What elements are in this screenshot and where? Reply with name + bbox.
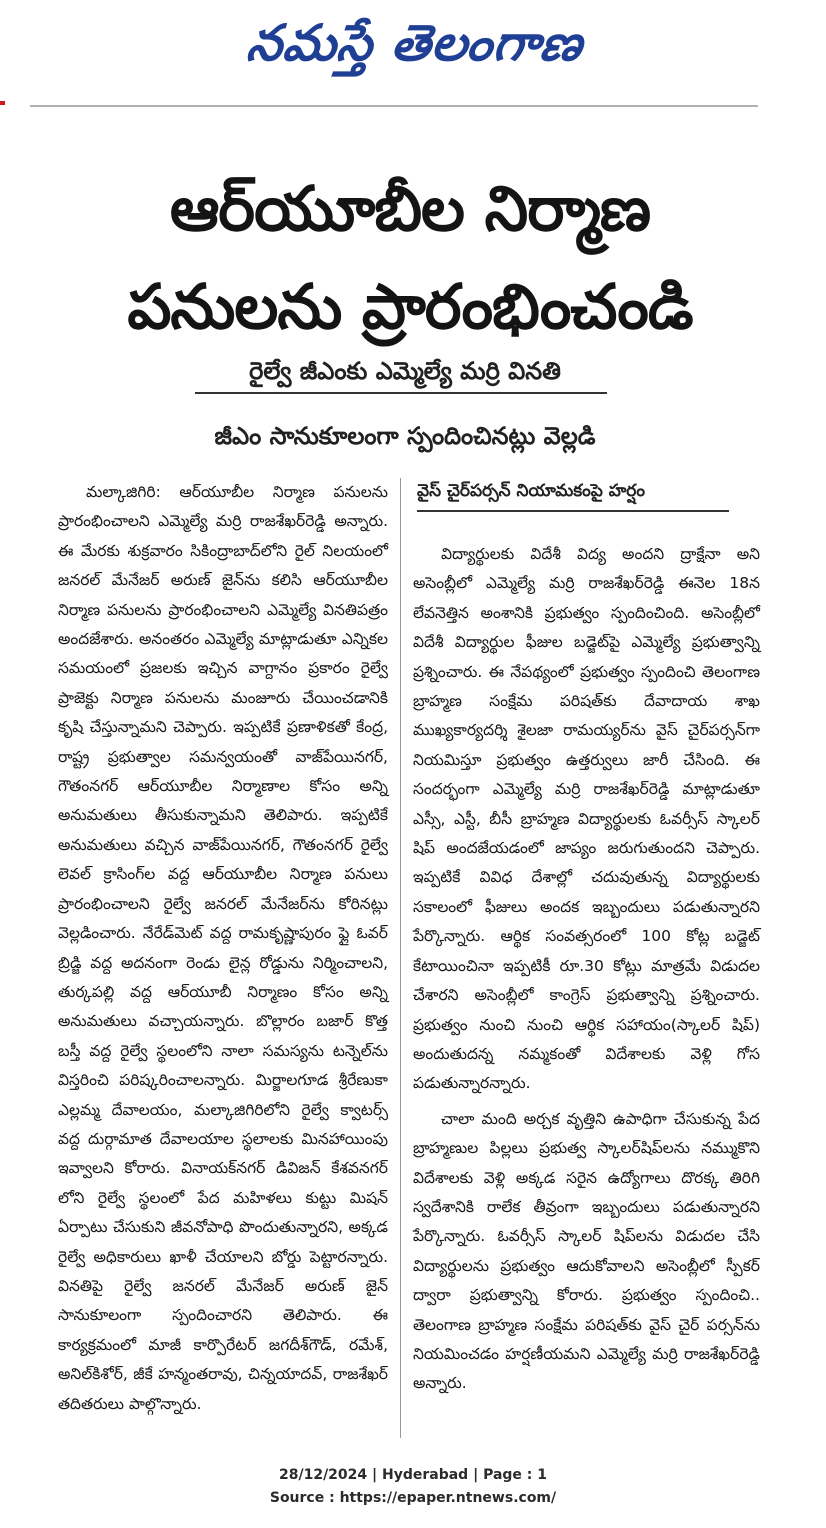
headline-line-1: ఆర్‌యూబీల నిర్మాణ xyxy=(169,172,651,245)
headline-line-2: పనులను ప్రారంభించండి xyxy=(127,270,693,343)
masthead-divider xyxy=(30,105,758,107)
sidebar-paragraph-2: చాలా మంది అర్చక వృత్తిని ఉపాధిగా చేసుకున్న పేద బ్రాహ్మణుల పిల్లలు ప్రభుత్వ స్కాలర్‌షిప్‌లను నమ్ముకొని విదేశాలకు వెళ్లి అక్కడ సరైన ఉద్యోగాలు దొరక్క తిరిగి స్వదేశానికి రాలేక తీవ్రంగా ఇబ్బందులు పడుతున్నారని పేర్కొన్నారు. ఓవర్సీస్ స్కాలర్ షిప్‌లను విడుదల చేసి విద్యార్థులను ప్రభుత్వం ఆదుకోవాలని అసెంబ్లీలో స్పీకర్ ద్వారా ప్రభుత్వాన్ని కోరారు. ప్రభుత్వం స్పందించి.. తెలంగాణ బ్రాహ్మణ సంక్షేమ పరిషత్‌కు వైస్ చైర్ పర్సన్‌ను నియమించడం హర్షణీయమని ఎమ్మెల్యే మర్రి రాజశేఖర్‌రెడ్డి అన్నారు. xyxy=(413,1109,760,1393)
newspaper-logo: నమస్తే తెలంగాణ xyxy=(244,13,586,72)
footer-source: Source : https://epaper.ntnews.com/ xyxy=(269,1490,557,1506)
article-body-text: మల్కాజిగిరి: ఆర్‌యూబీల నిర్మాణ పనులను ప్రారంభించాలని ఎమ్మెల్యే మర్రి రాజశేఖర్‌రెడ్డి అన్నారు. ఈ మేరకు శుక్రవారం సికింద్రాబాద్‌లోని రైల్ నిలయంలో జనరల్ మేనేజర్ అరుణ్ జైన్‌ను కలిసి ఆర్‌యూబీల నిర్మాణ పనులను ప్రారంభించాలని ఎమ్మెల్యే వినతిపత్రం అందజేశారు. అనంతరం ఎమ్మెల్యే మాట్లాడుతూ ఎన్నికల సమయంలో ప్రజలకు ఇచ్చిన వాగ్దానం ప్రకారం రైల్వే ప్రాజెక్టు నిర్మాణ పనులను మంజూరు చేయించడానికి కృషి చేస్తున్నామని చెప్పారు. ఇప్పటికే ప్రణాళికతో కేంద్ర, రాష్ట్ర ప్రభుత్వాల సమన్వయంతో వాజ్‌పేయినగర్, గౌతంనగర్ ఆర్‌యూబీల నిర్మాణాల కోసం అన్ని అనుమతులు తీసుకున్నామని తెలిపారు. ఇప్పటికే అనుమతులు వచ్చిన వాజ్‌పేయినగర్, గౌతంనగర్ రైల్వే లెవల్ క్రాసింగ్‌ల వద్ద ఆర్‌యూబీల నిర్మాణ పనులు ప్రారంభించాలని రైల్వే జనరల్ మేనేజర్‌ను కోరినట్లు వెల్లడించారు. నేరేడ్‌మెట్ వద్ద రామకృష్ణాపురం ఫ్లై ఓవర్ బ్రిడ్జి వద్ద అదనంగా రెండు లైన్ల రోడ్డును నిర్మించాలని, తుర్కపల్లి వద్ద ఆర్‌యూబీ నిర్మాణం కోసం అన్ని అనుమతులు వచ్చాయన్నారు. బొల్లారం బజార్ కొత్త బస్తీ వద్ద రైల్వే స్థలంలోని నాలా సమస్యను టన్నెల్‌ను విస్తరించి పరిష్కరించాలన్నారు. మిర్జాలగూడ శ్రీరేణుకా ఎల్లమ్మ దేవాలయం, మల్కాజిగిరిలోని రైల్వే క్వాటర్స్ వద్ద దుర్గామాత దేవాలయాల స్థలాలకు మినహాయింపు ఇవ్వాలని కోరారు. వినాయక్‌నగర్ డివిజన్ కేశవనగర్ లోని రైల్వే స్థలంలో పేద మహిళలు కుట్టు మిషన్ ఏర్పాటు చేసుకుని జీవనోపాధి పొందుతున్నారని, అక్కడ రైల్వే అధికారులు ఖాళీ చేయాలని బోర్డు పెట్టారన్నారు. వినతిపై రైల్వే జనరల్ మేనేజర్ అరుణ్ జైన్ సానుకూలంగా స్పందించారని తెలిపారు. ఈ కార్యక్రమంలో మాజీ కార్పొరేటర్ జగదీశ్‌గౌడ్, రమేశ్, అనిల్‌కిశోర్, జీకే హన్మంతరావు, చిన్నయాదవ్, రాజశేఖర్ తదితరులు పాల్గొన్నారు. xyxy=(58,483,388,1413)
sidebar-paragraph-1: విద్యార్థులకు విదేశీ విద్య అందని ద్రాక్షేనా అని అసెంబ్లీలో ఎమ్మెల్యే మర్రి రాజశేఖర్‌రెడ్డి ఈనెల 18న లేవనెత్తిన అంశానికి ప్రభుత్వం స్పందించింది. అసెంబ్లీలో విదేశీ విద్యార్థుల ఫీజుల బడ్జెట్‌పై ఎమ్మెల్యే ప్రభుత్వాన్ని ప్రశ్నించారు. ఈ నేపథ్యంలో ప్రభుత్వం స్పందించి తెలంగాణ బ్రాహ్మణ సంక్షేమ పరిషత్‌కు దేవాదాయ శాఖ ముఖ్యకార్యదర్శి శైలజా రామయ్యర్‌ను వైస్ చైర్‌పర్సన్‌గా నియమిస్తూ ప్రభుత్వం ఉత్తర్వులు జారీ చేసింది. ఈ సందర్భంగా ఎమ్మెల్యే మర్రి రాజశేఖర్‌రెడ్డి మాట్లాడుతూ ఎస్సీ, ఎస్టీ, బీసీ బ్రాహ్మణ విద్యార్థులకు ఓవర్సీస్ స్కాలర్ షిప్ అందజేయడంలో జాప్యం జరుగుతుందని చెప్పారు. ఇప్పటికే వివిధ దేశాల్లో చదువుతున్న విద్యార్థులకు సకాలంలో ఫీజులు అందక ఇబ్బందులు పడుతున్నారని పేర్కొన్నారు. ఆర్థిక సంవత్సరంలో 100 కోట్ల బడ్జెట్ కేటాయించినా ఇప్పటికీ రూ.30 కోట్లు మాత్రమే విడుదల చేశారని అసెంబ్లీలో కాంగ్రెస్ ప్రభుత్వాన్ని ప్రశ్నించారు. ప్రభుత్వం నుంచి నుంచి ఆర్థిక సహాయం(స్కాలర్ షిప్) అందుతుదన్న నమ్మకంతో విదేశాలకు వెళ్లి గోస పడుతున్నారన్నారు. xyxy=(413,545,760,1093)
subheading-1: రైల్వే జీఎంకు ఎమ్మెల్యే మర్రి వినతి xyxy=(249,357,561,385)
masthead xyxy=(0,0,826,100)
sidebar-body-column xyxy=(413,540,760,1399)
margin-marker xyxy=(0,101,5,105)
article-headline xyxy=(30,160,790,356)
subheading-2: జీఎం సానుకూలంగా స్పందించినట్లు వెల్లడి xyxy=(214,422,596,450)
subheading-underline xyxy=(195,392,607,394)
article-body-column xyxy=(58,478,388,1419)
page-footer xyxy=(0,1464,826,1510)
footer-dateline: 28/12/2024 | Hyderabad | Page : 1 xyxy=(278,1467,548,1483)
column-divider xyxy=(400,478,401,1438)
sidebar-heading: వైస్ చైర్‌పర్సన్ నియామకంపై హర్షం xyxy=(417,476,729,512)
